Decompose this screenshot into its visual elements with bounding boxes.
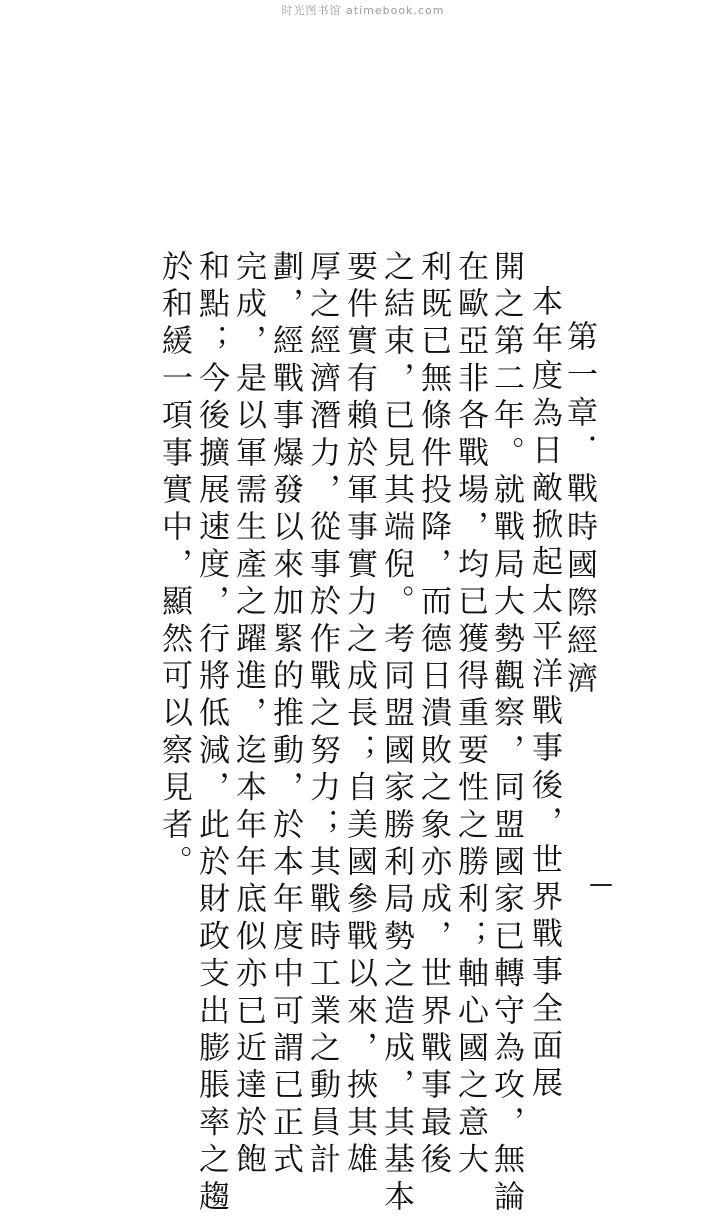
text-column-4: 利既已無條件投降，而德日潰敗之象亦成，世界戰事最後 (415, 250, 451, 1180)
text-column-9: 完成，是以軍需生產之躍進，迄本年年底似亦已近達於飽 (230, 250, 266, 1180)
text-column-10: 和點；今後擴展速度，行將低減，此於財政支出膨脹率之趨 (193, 250, 229, 1217)
text-column-2: 開之第二年。就戰局大勢觀察，同盟國家已轉守為攻，無論 (488, 250, 524, 1217)
text-column-11: 於和緩一項事實中，顯然可以察見者。 (156, 250, 192, 883)
text-column-3: 在歐亞非各戰場，均已獲得重要性之勝利；軸心國之意大 (452, 250, 488, 1180)
text-column-1: 本年度為日敵掀起太平洋戰事後，世界戰事全面展 (526, 285, 562, 1104)
text-column-5: 之結束，已見其端倪。考同盟國家勝利局勢之造成，其基本 (378, 250, 414, 1217)
chapter-heading: 第一章．戰時國際經濟 (561, 320, 597, 700)
watermark: 时光图书馆 atimebook.com (281, 4, 445, 17)
text-column-8: 劃，經戰事爆發以來加緊的推動，於本年度中可謂已正式 (267, 250, 303, 1180)
text-column-6: 要件實有賴於軍事實力之成長；自美國參戰以來，挾其雄 (341, 250, 377, 1180)
text-column-7: 厚之經濟潛力，從事於作戰之努力；其戰時工業之動員計 (304, 250, 340, 1180)
margin-dash-mark (590, 884, 612, 886)
